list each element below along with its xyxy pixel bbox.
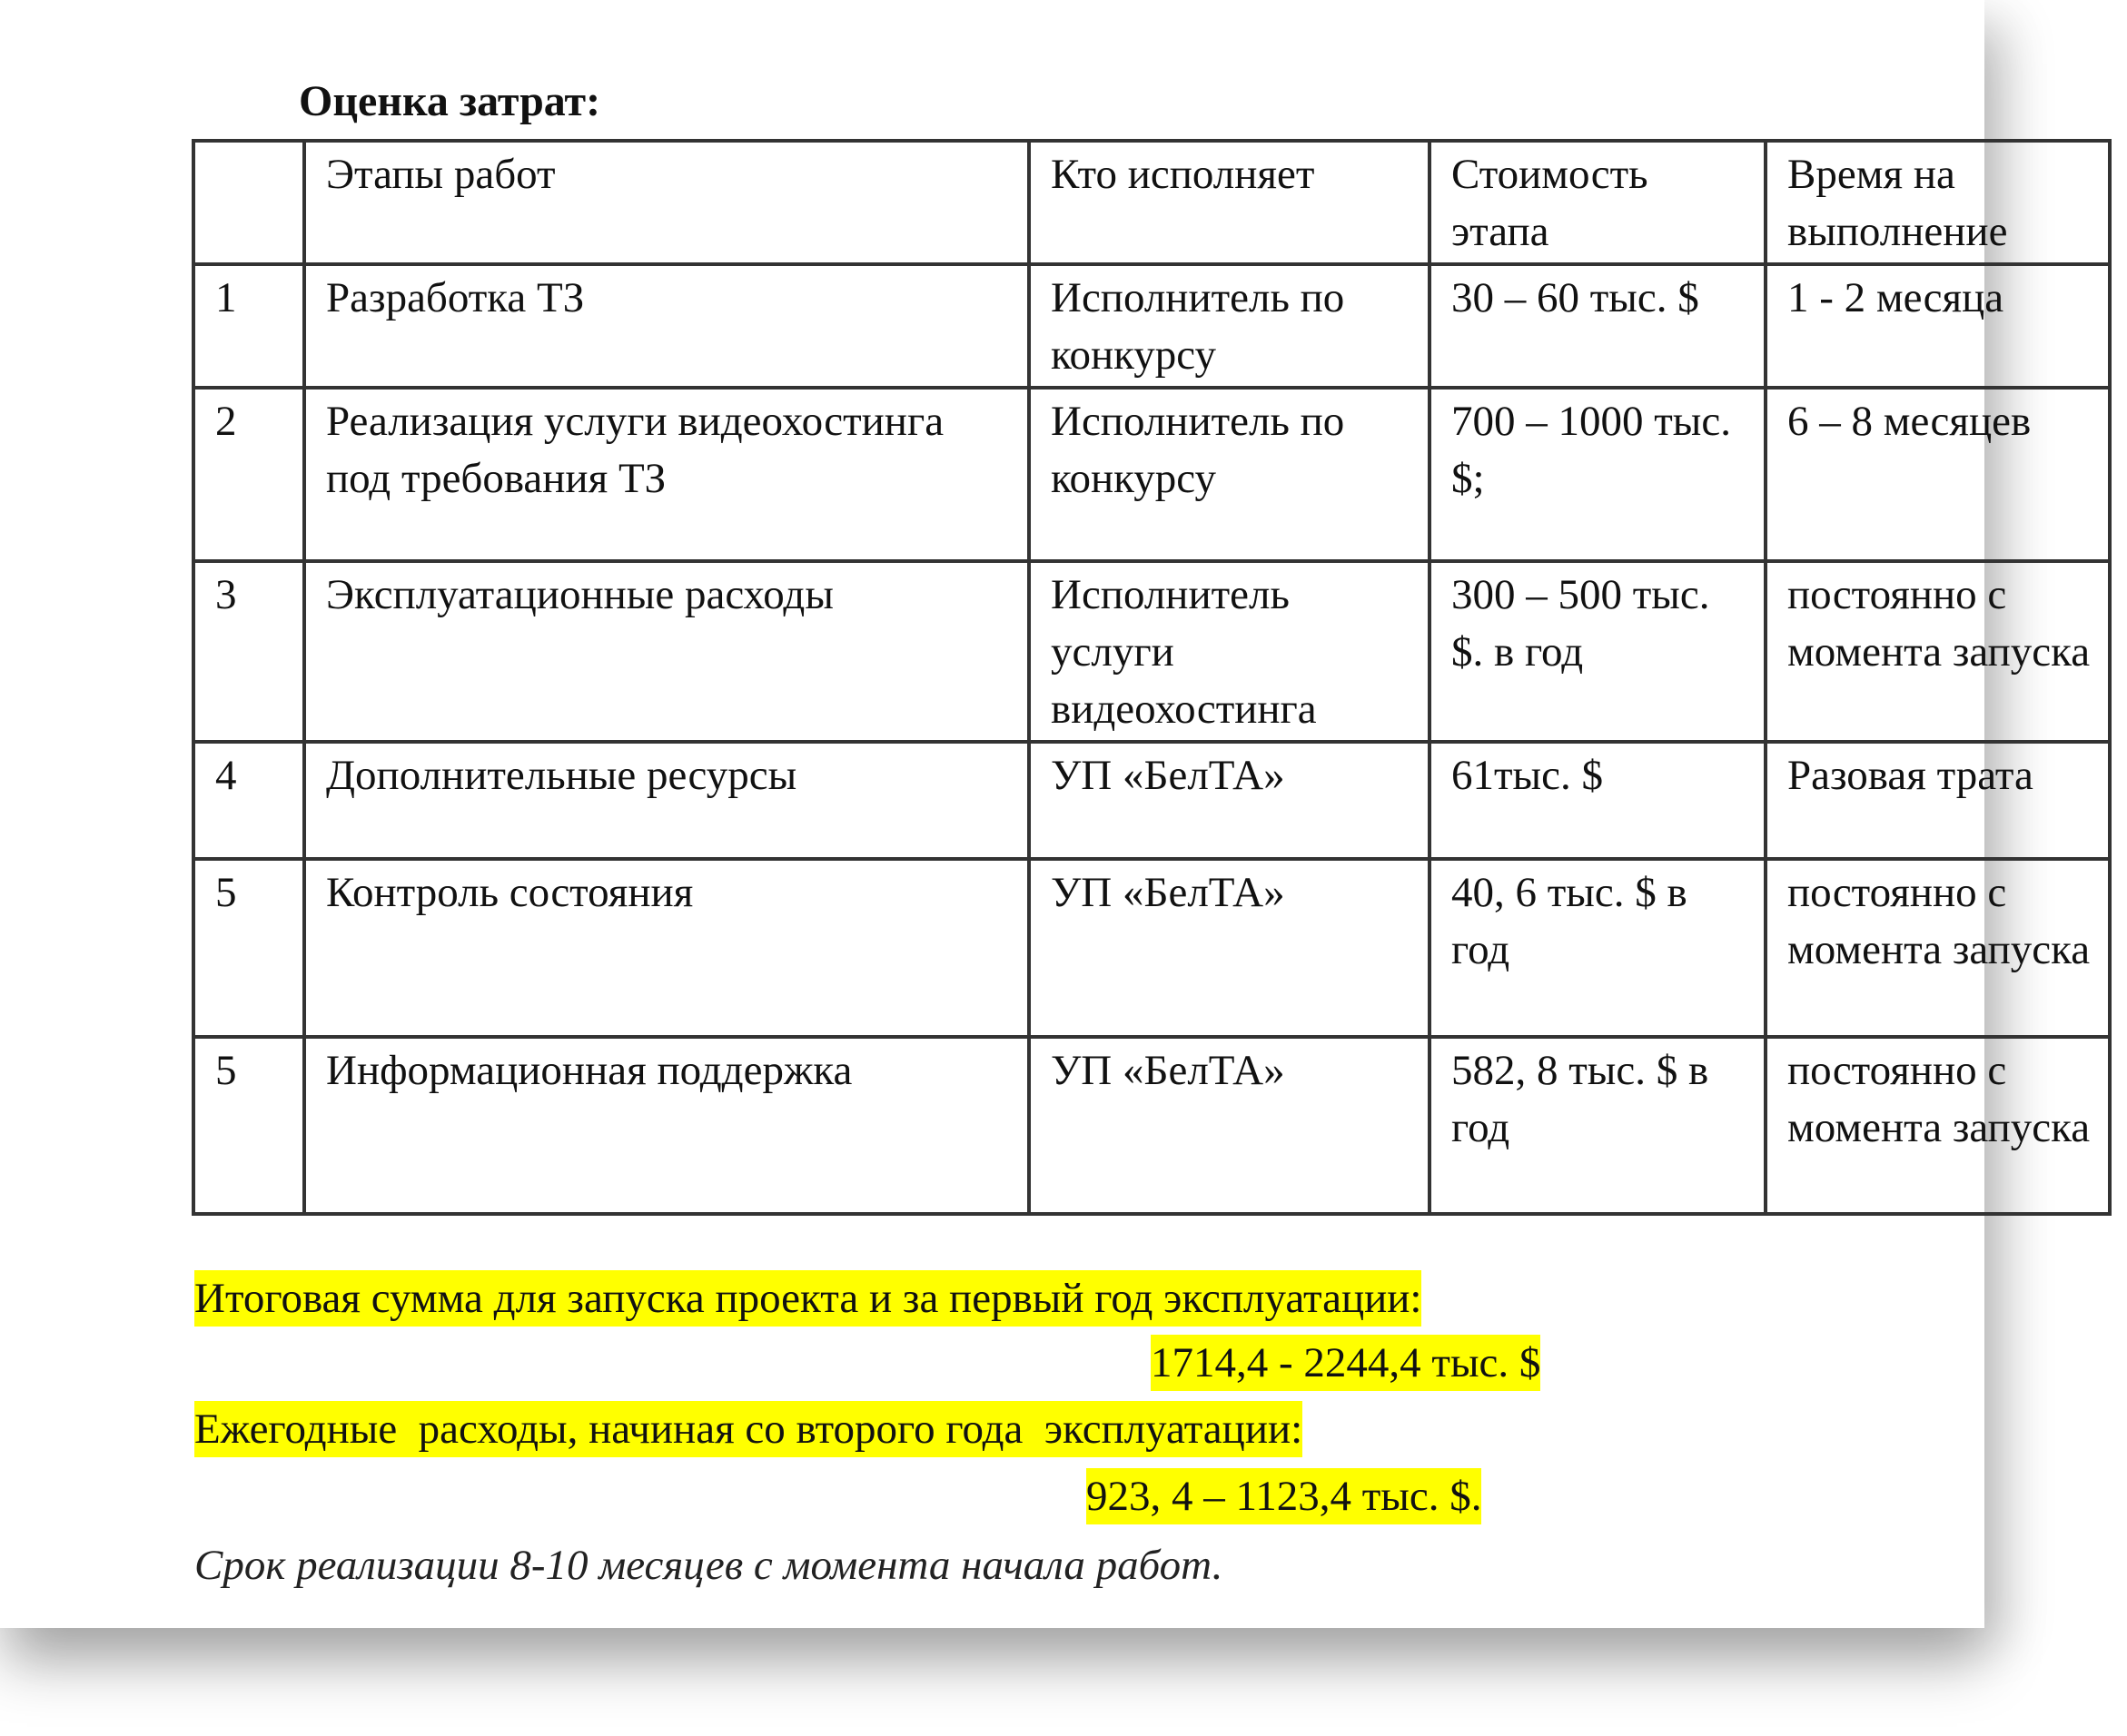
header-cell-time: Время на выполнение [1766,141,2110,264]
cell-cost: 61тыс. $ [1430,742,1766,859]
cell-stage: Информационная поддержка [304,1037,1029,1214]
table-row [193,388,2110,561]
table-header-row [193,141,2110,264]
cost-table [192,139,2112,1216]
header-cell-performer: Кто исполняет [1029,141,1430,264]
cell-time: 1 - 2 месяца [1766,264,2110,388]
cell-performer: Исполнитель услуги видеохостинга [1029,561,1430,742]
cell-time: постоянно с момента запуска [1766,859,2110,1037]
cell-cost: 582, 8 тыс. $ в год [1430,1037,1766,1214]
cell-number: 5 [193,1037,304,1214]
table-row [193,561,2110,742]
implementation-term-note: Срок реализации 8-10 месяцев с момента начала работ. [194,1542,1223,1589]
cell-time: постоянно с момента запуска [1766,561,2110,742]
cell-performer: Исполнитель по конкурсу [1029,388,1430,561]
cell-stage: Разработка ТЗ [304,264,1029,388]
cell-stage: Реализация услуги видеохостинга под требования ТЗ [304,388,1029,561]
total-sum-value: 1714,4 - 2244,4 тыс. $ [1151,1335,1540,1391]
cell-time: постоянно с момента запуска [1766,1037,2110,1214]
cell-cost: 40, 6 тыс. $ в год [1430,859,1766,1037]
header-cell-cost: Стоимость этапа [1430,141,1766,264]
table-row [193,742,2110,859]
cell-number: 4 [193,742,304,859]
annual-expenses-value: 923, 4 – 1123,4 тыс. $. [1086,1468,1481,1524]
table-row [193,859,2110,1037]
annual-expenses-label: Ежегодные расходы, начиная со второго года эксплуатации: [194,1401,1302,1457]
table-row [193,1037,2110,1214]
cell-number: 1 [193,264,304,388]
cell-number: 5 [193,859,304,1037]
cell-cost: 30 – 60 тыс. $ [1430,264,1766,388]
cell-time: 6 – 8 месяцев [1766,388,2110,561]
cell-performer: УП «БелТА» [1029,742,1430,859]
cell-time: Разовая трата [1766,742,2110,859]
header-cell-number [193,141,304,264]
cell-cost: 300 – 500 тыс. $. в год [1430,561,1766,742]
cell-number: 2 [193,388,304,561]
section-title: Оценка затрат: [299,77,601,125]
cell-number: 3 [193,561,304,742]
total-sum-label: Итоговая сумма для запуска проекта и за первый год эксплуатации: [194,1270,1421,1327]
cell-performer: Исполнитель по конкурсу [1029,264,1430,388]
cell-stage: Дополнительные ресурсы [304,742,1029,859]
cell-stage: Контроль состояния [304,859,1029,1037]
table-row [193,264,2110,388]
cell-cost: 700 – 1000 тыс. $; [1430,388,1766,561]
cell-performer: УП «БелТА» [1029,1037,1430,1214]
cell-performer: УП «БелТА» [1029,859,1430,1037]
header-cell-stages: Этапы работ [304,141,1029,264]
cell-stage: Эксплуатационные расходы [304,561,1029,742]
